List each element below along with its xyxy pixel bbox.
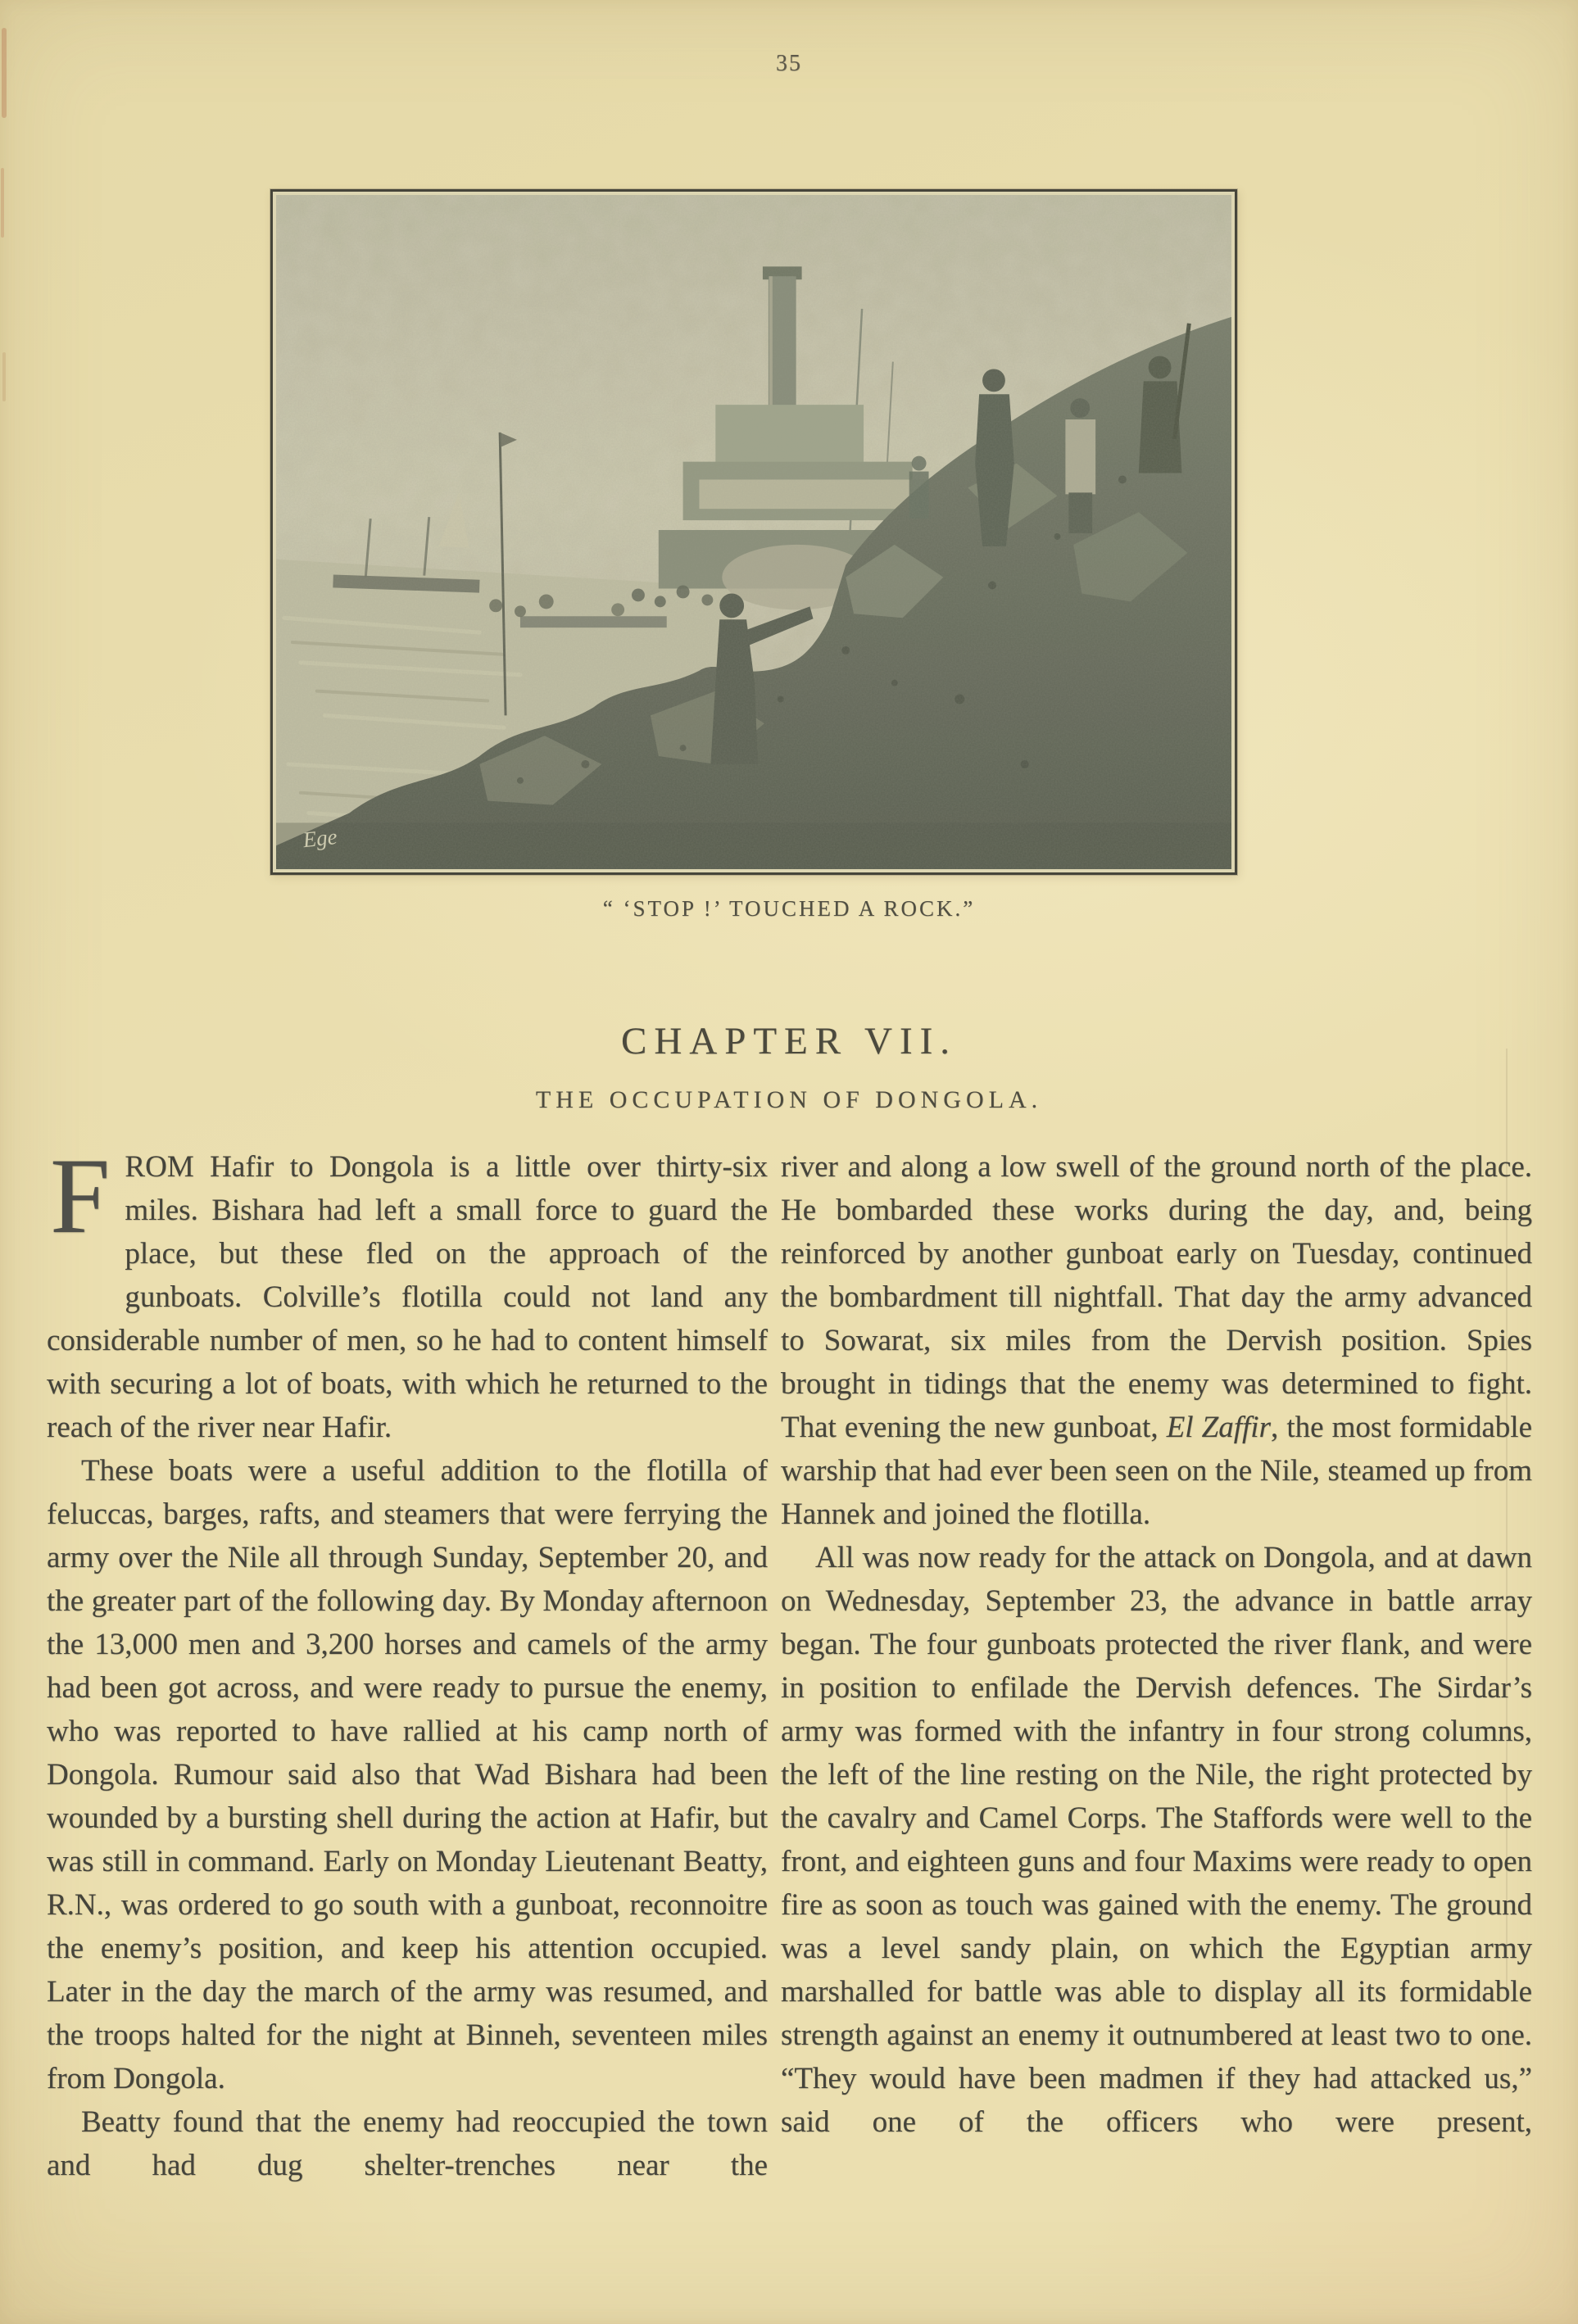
paragraph: All was now ready for the attack on Dongola, and at dawn on Wednesday, September 23, the advance in battle array began. The four gunboats protected the river flank, and were in position to enfilade the Dervish defences. The Sirdar’s army was formed with the infantry in four strong columns, the left of the line resting on the Nile, the right protected by the cavalry and Camel Corps. The Staffords were well to the front, and eighteen guns and four Maxims were ready to open fire as soon as touch was gained with the enemy. The ground was a level sandy plain, on which the Egyptian army marshalled for battle was able to display all its formidable strength against an enemy it outnumbered at least two to one. “They would have been madmen if they had attacked us,” said one of the officers who were present,: [781, 1541, 1532, 2139]
illustration-caption: “ ‘STOP !’ TOUCHED A ROCK.”: [602, 896, 976, 921]
halftone-grain: [276, 195, 1231, 869]
illustration-plate: [270, 189, 1237, 875]
text-column-right: [781, 1145, 1532, 2144]
paragraph: Beatty found that the enemy had reoccupied the town and had dug shelter-trenches near the: [47, 2105, 768, 2182]
paragraph-text: ROM Hafir to Dongola is a little over thirty-six miles. Bishara had left a small force to guard the place, but these fled on the approach of the gunboats. Colville’s flotilla could not land any considerable number of men, so he had to content himself with securing a lot of boats, with which he returned to the reach of the river near Hafir.: [47, 1150, 768, 1444]
page-number: 35: [776, 51, 802, 76]
illustration-engraving: [276, 195, 1231, 869]
paragraph: These boats were a useful addition to the flotilla of feluccas, barges, rafts, and steamers that were ferrying the army over the Nile all through Sunday, September 20, and the greater part of the following day. By Monday afternoon the 13,000 men and 3,200 horses and camels of the army had been got across, and were ready to pursue the enemy, who was reported to have rallied at his camp north of Dongola. Rumour said also that Wad Bishara had been wounded by a bursting shell during the action at Hafir, but was still in command. Early on Monday Lieutenant Beatty, R.N., was ordered to go south with a gunboat, reconnoitre the enemy’s position, and keep his attention occupied. Later in the day the march of the army was resumed, and the troops halted for the night at Binneh, seventeen miles from Dongola.: [47, 1454, 768, 2095]
paragraph: [781, 1145, 1532, 1536]
page-edge-mark: [2, 352, 6, 401]
ship-name: El Zaffir: [1166, 1411, 1271, 1444]
chapter-subtitle: THE OCCUPATION OF DONGOLA.: [535, 1086, 1043, 1113]
paragraph-text: , the most formidable warship that had ever been seen on the Nile, steamed up from Hannek and joined the flotilla.: [781, 1411, 1532, 1531]
drop-cap: F: [50, 1135, 111, 1256]
paragraph-text: river and along a low swell of the ground north of the place. He bombarded these works during the day, and, being reinforced by another gunboat early on Tuesday, continued the bombardment till nightfall. That day the army advanced to Sowarat, six miles from the Dervish position. Spies brought in tidings that the enemy was determined to fight. That evening the new gunboat,: [781, 1150, 1532, 1444]
paragraph: [47, 1135, 768, 1449]
chapter-title: CHAPTER VII.: [620, 1020, 958, 1062]
page-edge-mark: [1, 168, 4, 238]
text-column-left: [47, 1135, 768, 2187]
